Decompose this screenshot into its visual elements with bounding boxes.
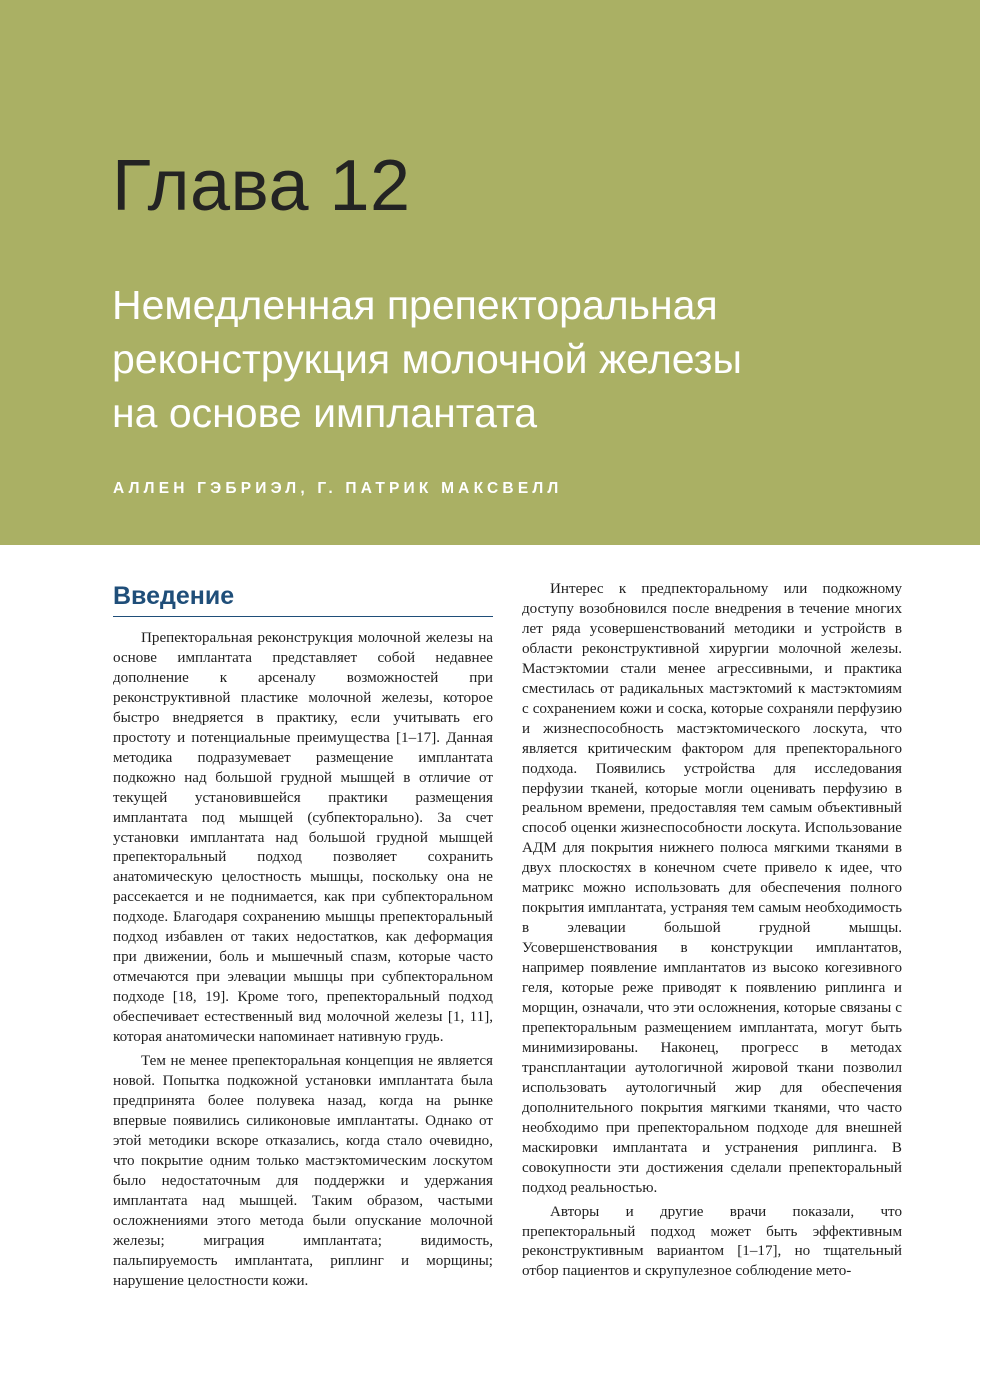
chapter-title-line: реконструкция молочной железы <box>112 336 742 382</box>
body-paragraph: Препекторальная реконструкция молочной железы на основе имплантата представляет собой недавнее дополнение к арсеналу возможностей при реконструктивной пластике молочной железы, которое быстро внедряется в практику, если учитывать его простоту и потенциальные преимущества [1–17]. Данная методика подразумевает размещение имплантата подкожно над большой грудной мышцей в отличие от текущей установившейся практики размещения имплантата под мышцей (субпекторально). За счет установки имплантата над большой грудной мышцей препекторальный подход позволяет сохранить анатомическую целостность мышцы, поскольку она не рассекается и не поднимается, как при субпекторальном подходе. Благодаря сохранению мышцы препекторальный подход избавлен от таких недостатков, как деформация при движении, боль и мышечный спазм, которые часто отмечаются при элевации мышцы при субпекторальном подходе [18, 19]. Кроме того, препекторальный подход обеспечивает естественный вид молочной железы [1, 11], которая анатомически напоминает нативную грудь. <box>113 630 493 1046</box>
body-paragraph: Интерес к предпекторальному или подкожному доступу возобновился после внедрения в течение многих лет ряда усовершенствований методики и устройств в области реконструктивной хирургии молочной железы. Мастэктомии стали менее агрессивными, и практика сместилась от радикальных мастэктомий к мастэктомиям с сохранением кожи и соска, которые сохраняли перфузию и жизнеспособность мастэктомического лоскута, что является критическим фактором для препекторального подхода. Появились устройства для исследования перфузии тканей, которые могли оценивать перфузию в реальном времени, предоставляя тем самым объективный способ оценки жизнеспособности лоскута. Использование АДМ для покрытия нижнего полюса мягкими тканями в двух плоскостях в конечном счете привело к идее, что матрикс можно использовать для обеспечения полного покрытия имплантата, устраняя тем самым необходимость в элевации большой грудной мышцы. Усовершенствования в конструкции имплантатов, например появление имплантатов из высоко когезивного геля, которые реже приводят к появлению риплинга и морщин, означали, что эти осложнения, которые связаны с препекторальным размещением имплантата, могут быть минимизированы. Наконец, прогресс в методах трансплантации аутологичной жировой ткани позволил использовать аутологичный жир для обеспечения дополнительного покрытия мягкими тканями, что часто необходимо при препекторальном подходе для внешней маскировки имплантата и устранения риплинга. В совокупности эти достижения сделали препекторальный подход реальностью. <box>522 581 902 1196</box>
body-paragraph: Тем не менее препекторальная концепция не является новой. Попытка подкожной установки имплантата была предпринята более полувека назад, когда на рынке впервые появились силиконовые имплантаты. Однако от этой методики вскоре отказались, когда стало очевидно, что покрытие одним только мастэктомическим лоскутом было недостаточным для поддержки и удержания имплантата над мышцей. Таким образом, частыми осложнениями этого метода были опускание молочной железы; миграция имплантата; видимость, пальпируемость имплантата, риплинг и морщины; нарушение целостности кожи. <box>113 1053 493 1289</box>
chapter-title <box>112 278 742 440</box>
body-paragraph: Авторы и другие врачи показали, что препекторальный подход может быть эффективным реконструктивным вариантом [1–17], но тщательный отбор пациентов и скрупулезное соблюдение мето- <box>522 1203 902 1280</box>
chapter-banner <box>0 0 980 545</box>
chapter-authors: АЛЛЕН ГЭБРИЭЛ, Г. ПАТРИК МАКСВЕЛЛ <box>113 480 563 497</box>
chapter-title-line: Немедленная препекторальная <box>112 282 718 328</box>
left-column <box>113 580 493 1295</box>
right-column <box>522 580 902 1286</box>
section-heading-introduction: Введение <box>113 580 493 617</box>
chapter-title-line: на основе имплантата <box>112 390 538 436</box>
chapter-number: Глава 12 <box>112 146 411 226</box>
